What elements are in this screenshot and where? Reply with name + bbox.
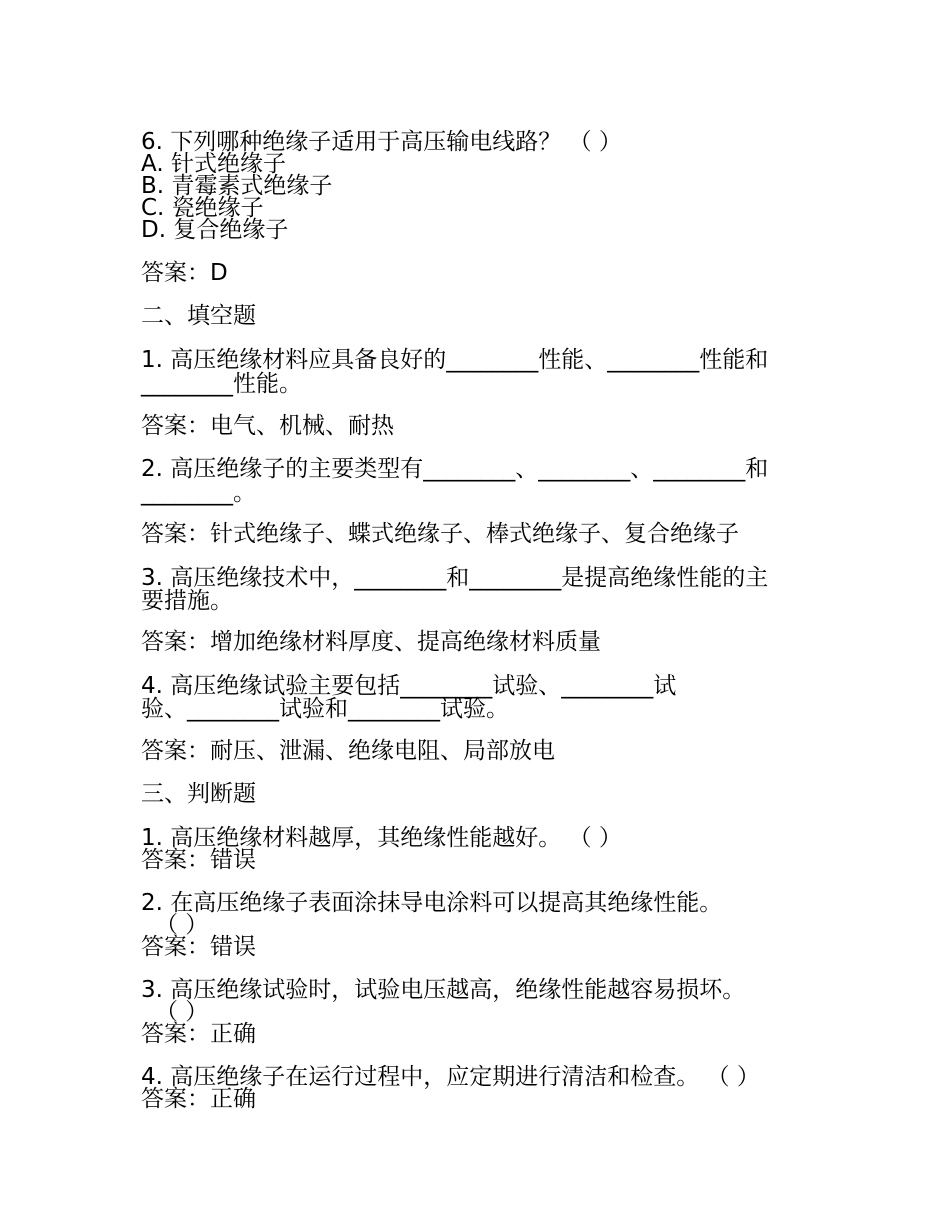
fill-q1-answer: 答案：电气、机械、耐热 [141, 413, 394, 439]
judge-q2-answer: 答案：错误 [141, 934, 256, 960]
q6-option-b: B. 青霉素式绝缘子 [141, 173, 333, 199]
fill-q2-line1: 2. 高压绝缘子的主要类型有________、________、________和 [141, 456, 769, 482]
judge-q4-answer: 答案：正确 [141, 1086, 256, 1112]
q6-option-d: D. 复合绝缘子 [141, 217, 289, 243]
fill-q1-line1: 1. 高压绝缘材料应具备良好的________性能、________性能和 [141, 347, 769, 373]
fill-q1-line2: ________性能。 [141, 371, 302, 397]
fill-q4-line2: 验、________试验和________试验。 [141, 696, 509, 722]
q6-answer: 答案：D [141, 260, 228, 286]
judge-q2-line2: （ ） [155, 912, 209, 938]
judge-q2-line1: 2. 在高压绝缘子表面涂抹导电涂料可以提高其绝缘性能。 [141, 890, 723, 916]
judge-q3-answer: 答案：正确 [141, 1021, 256, 1047]
fill-q3-line1: 3. 高压绝缘技术中，________和________是提高绝缘性能的主 [141, 565, 769, 591]
judge-q3-line1: 3. 高压绝缘试验时，试验电压越高，绝缘性能越容易损坏。 [141, 977, 746, 1003]
judge-q1-answer: 答案：错误 [141, 847, 256, 873]
fill-q4-line1: 4. 高压绝缘试验主要包括________试验、________试 [141, 673, 677, 699]
fill-q4-answer: 答案：耐压、泄漏、绝缘电阻、局部放电 [141, 738, 555, 764]
fill-q2-answer: 答案：针式绝缘子、蝶式绝缘子、棒式绝缘子、复合绝缘子 [141, 521, 739, 547]
fill-section-heading: 二、填空题 [141, 303, 256, 329]
judge-q1-stem: 1. 高压绝缘材料越厚，其绝缘性能越好。 （ ） [141, 825, 622, 851]
q6-option-c: C. 瓷绝缘子 [141, 195, 264, 221]
judge-q4-stem: 4. 高压绝缘子在运行过程中，应定期进行清洁和检查。 （ ） [141, 1064, 760, 1090]
fill-q3-answer: 答案：增加绝缘材料厚度、提高绝缘材料质量 [141, 629, 601, 655]
q6-option-a: A. 针式绝缘子 [141, 151, 286, 177]
q6-stem: 6. 下列哪种绝缘子适用于高压输电线路？ （ ） [141, 129, 622, 155]
judge-q3-line2: （ ） [155, 999, 209, 1025]
judge-section-heading: 三、判断题 [141, 781, 256, 807]
fill-q2-line2: ________。 [141, 480, 256, 506]
fill-q3-line2: 要措施。 [141, 588, 233, 614]
